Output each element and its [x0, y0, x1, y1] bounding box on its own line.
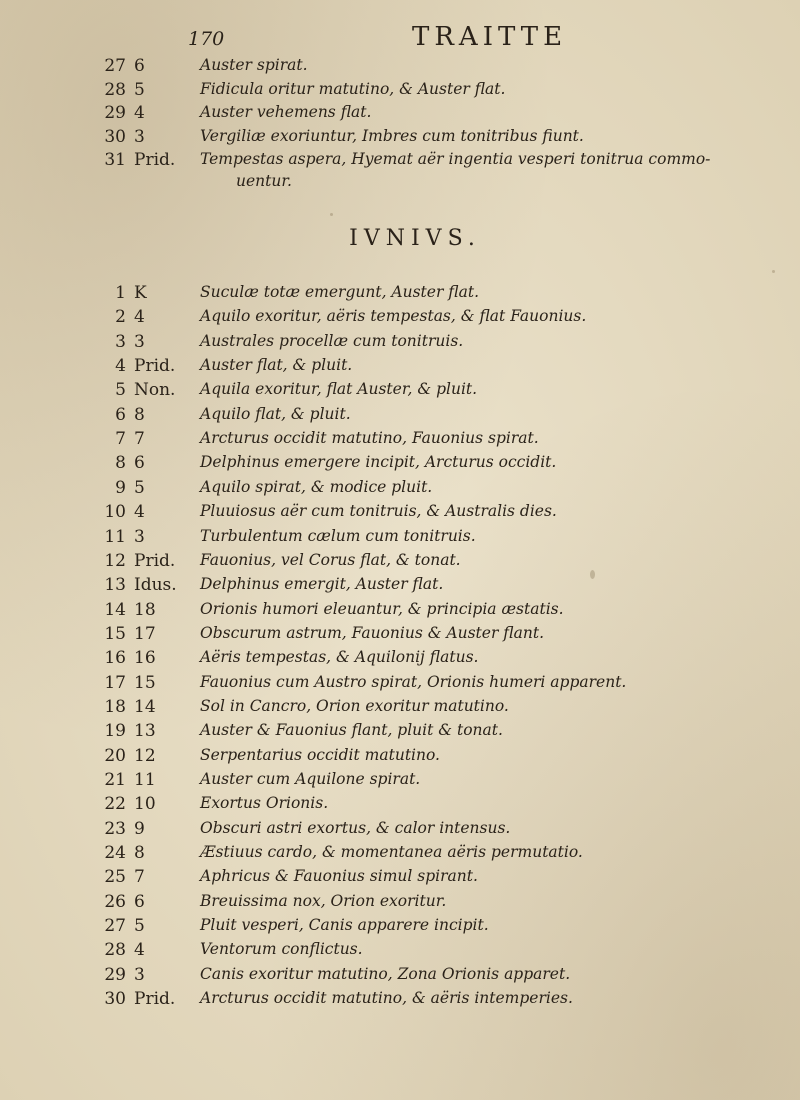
calendar-row [0, 478, 800, 500]
roman-date: Non. [134, 380, 176, 401]
roman-date: 3 [134, 526, 145, 547]
calendar-row [0, 405, 800, 427]
day-number: 20 [104, 745, 126, 766]
entry-text: Pluuiosus aër cum tonitruis, & Australis dies. [200, 502, 557, 521]
calendar-row [0, 965, 800, 987]
entry-text: Delphinus emergere incipit, Arcturus occidit. [200, 453, 557, 472]
day-number: 27 [104, 916, 126, 937]
day-number: 6 [115, 404, 126, 425]
day-number: 31 [104, 150, 126, 170]
day-number: 4 [115, 356, 126, 377]
entry-text: Aquilo exoritur, aëris tempestas, & flat Fauonius. [200, 307, 587, 326]
entry-text: Turbulentum cælum cum tonitruis. [200, 526, 476, 545]
entry-continuation: uentur. [236, 172, 292, 190]
calendar-row [0, 453, 800, 475]
calendar-row [0, 843, 800, 865]
roman-date: 18 [134, 599, 156, 620]
roman-date: 6 [134, 56, 145, 76]
roman-date: 5 [134, 477, 145, 498]
calendar-row [0, 332, 800, 354]
day-number: 24 [104, 843, 126, 864]
entry-text: Serpentarius occidit matutino. [200, 745, 440, 764]
day-number: 11 [104, 526, 126, 547]
day-number: 5 [115, 380, 126, 401]
roman-date: K [134, 283, 147, 303]
roman-date: 16 [134, 648, 156, 669]
day-number: 13 [104, 575, 126, 596]
roman-date: 8 [134, 843, 145, 864]
entry-text: Suculæ totæ emergunt, Auster flat. [200, 283, 480, 301]
entry-text: Pluit vesperi, Canis apparere incipit. [200, 916, 489, 935]
entry-text: Canis exoritur matutino, Zona Orionis apparet. [200, 964, 571, 983]
entry-text: Auster spirat. [200, 56, 308, 74]
roman-date: 15 [134, 672, 156, 693]
page-header [0, 14, 800, 54]
roman-date: 12 [134, 745, 156, 766]
day-number: 18 [104, 696, 126, 717]
calendar-row [0, 892, 800, 914]
entry-text: Aquila exoritur, flat Auster, & pluit. [200, 380, 478, 399]
day-number: 26 [104, 891, 126, 912]
calendar-row [0, 746, 800, 768]
calendar-row [0, 429, 800, 451]
day-number: 15 [104, 623, 126, 644]
roman-date: 7 [134, 429, 145, 450]
ink-spot [330, 213, 333, 216]
roman-date: 7 [134, 867, 145, 888]
calendar-row [0, 867, 800, 889]
calendar-row [0, 794, 800, 816]
roman-date: 8 [134, 404, 145, 425]
entry-text: Auster vehemens flat. [200, 103, 372, 121]
roman-date: 4 [134, 502, 145, 523]
day-number: 16 [104, 648, 126, 669]
roman-date: 13 [134, 721, 156, 742]
entry-text: Arcturus occidit matutino, & aëris intemperies. [200, 989, 573, 1008]
page-number: 170 [188, 28, 225, 50]
calendar-row [0, 916, 800, 938]
roman-date: 17 [134, 623, 156, 644]
calendar-row [0, 307, 800, 329]
day-number: 3 [115, 331, 126, 352]
roman-date: 4 [134, 307, 145, 328]
entry-text: Æstiuus cardo, & momentanea aëris permutatio. [200, 843, 583, 862]
day-number: 10 [104, 502, 126, 523]
day-number: 30 [104, 126, 126, 147]
calendar-row [0, 697, 800, 719]
day-number: 29 [104, 964, 126, 985]
calendar-row [0, 150, 800, 190]
ink-spot [772, 270, 775, 273]
calendar-row [0, 575, 800, 597]
roman-date: Prid. [134, 150, 176, 170]
entry-text: Vergiliæ exoriuntur, Imbres cum tonitribus fiunt. [200, 126, 584, 145]
roman-date: 6 [134, 891, 145, 912]
roman-date: Prid. [134, 989, 176, 1010]
day-number: 19 [104, 721, 126, 742]
day-number: 25 [104, 867, 126, 888]
roman-date: 4 [134, 103, 145, 123]
entry-text: Obscuri astri exortus, & calor intensus. [200, 818, 511, 837]
running-title: TRAITTE [412, 22, 568, 52]
entry-text: Auster flat, & pluit. [200, 356, 353, 375]
roman-date: 11 [134, 770, 156, 790]
calendar-row [0, 989, 800, 1011]
entry-text: Obscurum astrum, Fauonius & Auster flant. [200, 623, 545, 642]
day-number: 30 [104, 989, 126, 1010]
roman-date: 3 [134, 964, 145, 985]
calendar-row [0, 721, 800, 743]
day-number: 29 [104, 103, 126, 123]
day-number: 8 [115, 453, 126, 474]
entry-text: Exortus Orionis. [200, 794, 329, 813]
day-number: 14 [104, 599, 126, 620]
entry-text: Fauonius cum Austro spirat, Orionis humeri apparent. [200, 672, 627, 691]
calendar-row [0, 127, 800, 149]
day-number: 7 [115, 429, 126, 450]
roman-date: Idus. [134, 575, 177, 596]
day-number: 17 [104, 672, 126, 693]
calendar-row [0, 80, 800, 102]
calendar-row [0, 551, 800, 573]
roman-date: 6 [134, 453, 145, 474]
day-number: 9 [115, 477, 126, 498]
day-number: 23 [104, 818, 126, 839]
roman-date: 10 [134, 794, 156, 815]
day-number: 2 [115, 307, 126, 328]
ink-spot [590, 570, 595, 579]
calendar-row [0, 56, 800, 78]
entry-text: Sol in Cancro, Orion exoritur matutino. [200, 696, 509, 715]
calendar-row [0, 502, 800, 524]
entry-text: Fauonius, vel Corus flat, & tonat. [200, 550, 461, 569]
roman-date: 5 [134, 916, 145, 937]
entry-text: Aphricus & Fauonius simul spirant. [200, 867, 478, 886]
entry-text: Arcturus occidit matutino, Fauonius spirat. [200, 429, 539, 448]
entry-text: Ventorum conflictus. [200, 940, 363, 959]
calendar-row [0, 940, 800, 962]
entry-text: Australes procellæ cum tonitruis. [200, 331, 464, 350]
entry-text: Aquilo flat, & pluit. [200, 404, 351, 423]
calendar-row [0, 770, 800, 792]
calendar-row [0, 648, 800, 670]
roman-date: Prid. [134, 356, 176, 377]
day-number: 28 [104, 940, 126, 961]
entry-text: Aquilo spirat, & modice pluit. [200, 477, 433, 496]
calendar-row [0, 356, 800, 378]
roman-date: Prid. [134, 550, 176, 571]
entry-text: Breuissima nox, Orion exoritur. [200, 891, 447, 910]
entry-text: Auster & Fauonius flant, pluit & tonat. [200, 721, 503, 740]
entry-text: Aëris tempestas, & Aquilonij flatus. [200, 648, 479, 667]
day-number: 1 [115, 283, 126, 303]
calendar-row [0, 673, 800, 695]
day-number: 28 [104, 79, 126, 100]
calendar-row [0, 624, 800, 646]
calendar-row [0, 103, 800, 125]
calendar-row [0, 527, 800, 549]
section-title: IVNIVS. [349, 226, 481, 251]
calendar-row [0, 819, 800, 841]
day-number: 12 [104, 550, 126, 571]
entry-text: Orionis humori eleuantur, & principia æstatis. [200, 599, 564, 618]
roman-date: 3 [134, 126, 145, 147]
roman-date: 3 [134, 331, 145, 352]
calendar-row [0, 600, 800, 622]
entry-text: Fidicula oritur matutino, & Auster flat. [200, 79, 506, 98]
roman-date: 9 [134, 818, 145, 839]
calendar-row [0, 283, 800, 305]
day-number: 21 [104, 770, 126, 790]
entry-text: Tempestas aspera, Hyemat aër ingentia vesperi tonitrua commo- [200, 150, 711, 168]
entry-text: Delphinus emergit, Auster flat. [200, 575, 444, 594]
entry-text: Auster cum Aquilone spirat. [200, 770, 421, 788]
day-number: 22 [104, 794, 126, 815]
roman-date: 4 [134, 940, 145, 961]
roman-date: 14 [134, 696, 156, 717]
calendar-row [0, 380, 800, 402]
day-number: 27 [104, 56, 126, 76]
roman-date: 5 [134, 79, 145, 100]
